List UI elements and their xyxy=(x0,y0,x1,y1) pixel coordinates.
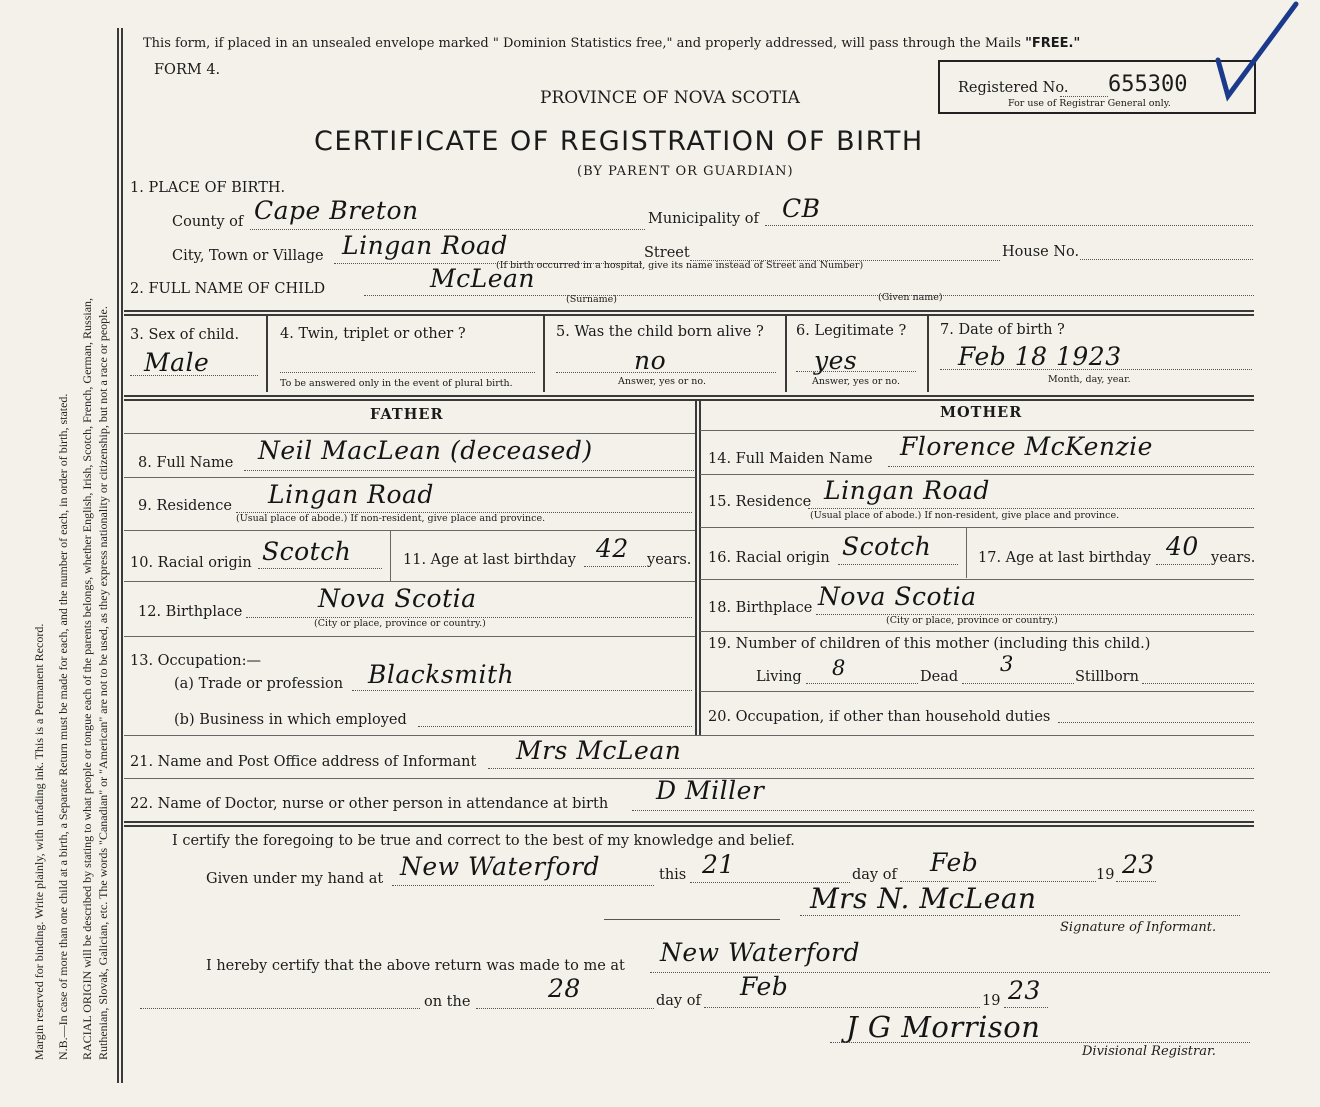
father-occupation-label: 13. Occupation:— xyxy=(130,653,261,669)
surname-note: (Surname) xyxy=(566,294,617,305)
doctor-value: D Miller xyxy=(656,776,765,805)
on-the-label: on the xyxy=(424,994,471,1010)
dob-label: 7. Date of birth ? xyxy=(940,322,1065,338)
given-place-value: New Waterford xyxy=(400,852,600,881)
certify-statement: I certify the foregoing to be true and correct to the best of my knowledge and belief. xyxy=(172,833,795,849)
father-race-label: 10. Racial origin xyxy=(130,555,252,571)
municipality-label: Municipality of xyxy=(648,211,759,227)
father-name-value: Neil MacLean (deceased) xyxy=(258,436,593,465)
dob-note: Month, day, year. xyxy=(1048,374,1131,385)
father-trade-label: (a) Trade or profession xyxy=(174,676,344,692)
father-race-value: Scotch xyxy=(262,537,352,566)
certificate-subtitle: (BY PARENT OR GUARDIAN) xyxy=(577,164,794,179)
father-birthplace-value: Nova Scotia xyxy=(318,584,477,613)
given-label: Given under my hand at xyxy=(206,871,384,887)
municipality-value: CB xyxy=(782,194,821,223)
father-name-label: 8. Full Name xyxy=(138,455,234,471)
registrar-note: For use of Registrar General only. xyxy=(1008,98,1171,109)
mother-age-label: 17. Age at last birthday xyxy=(978,550,1151,566)
city-value: Lingan Road xyxy=(342,231,508,260)
legit-label: 6. Legitimate ? xyxy=(796,323,907,339)
informant-label: 21. Name and Post Office address of Informant xyxy=(130,754,477,770)
mother-children-label: 19. Number of children of this mother (including this child.) xyxy=(708,636,1151,652)
mother-name-label: 14. Full Maiden Name xyxy=(708,451,873,467)
informant-signature: Mrs N. McLean xyxy=(810,882,1037,915)
mother-race-label: 16. Racial origin xyxy=(708,550,830,566)
alive-label: 5. Was the child born alive ? xyxy=(556,324,764,340)
father-birthplace-note: (City or place, province or country.) xyxy=(314,618,486,629)
registrar-year-value: 23 xyxy=(1008,976,1041,1005)
doctor-label: 22. Name of Doctor, nurse or other person in attendance at birth xyxy=(130,796,609,812)
sex-value: Male xyxy=(144,348,210,377)
registrar-day-of-label: day of xyxy=(656,993,701,1009)
dead-label: Dead xyxy=(920,669,959,685)
signature-informant-label: Signature of Informant. xyxy=(1060,920,1217,935)
mother-residence-note: (Usual place of abode.) If non-resident, give place and province. xyxy=(810,510,1120,521)
this-label: this xyxy=(659,867,687,883)
hospital-note: (If birth occurred in a hospital, give its name instead of Street and Number) xyxy=(496,260,864,271)
province-heading: PROVINCE OF NOVA SCOTIA xyxy=(540,88,800,108)
mother-birthplace-value: Nova Scotia xyxy=(818,582,977,611)
father-birthplace-label: 12. Birthplace xyxy=(138,604,243,620)
registrar-place-value: New Waterford xyxy=(660,938,860,967)
margin-note-nb: N.B.—In case of more than one child at a birth, a Separate Return must be made for each, and the number of each, in order of birth, stated. xyxy=(56,393,70,1060)
father-years-label: years. xyxy=(647,552,692,568)
form-number: FORM 4. xyxy=(154,62,221,78)
child-name-label: 2. FULL NAME OF CHILD xyxy=(130,281,326,297)
registrar-month-value: Feb xyxy=(740,972,789,1001)
father-business-label: (b) Business in which employed xyxy=(174,712,407,728)
father-age-value: 42 xyxy=(596,534,629,563)
dob-value: Feb 18 1923 xyxy=(958,342,1122,371)
day-of-label: day of xyxy=(852,867,897,883)
month-value: Feb xyxy=(930,848,979,877)
mother-heading: MOTHER xyxy=(940,404,1023,421)
year-prefix: 19 xyxy=(1096,867,1115,883)
alive-note: Answer, yes or no. xyxy=(618,376,707,387)
father-heading: FATHER xyxy=(370,406,444,423)
stillborn-label: Stillborn xyxy=(1075,669,1139,685)
registered-label: Registered No. xyxy=(958,80,1069,96)
divisional-registrar-label: Divisional Registrar. xyxy=(1082,1044,1216,1059)
margin-rule-1 xyxy=(117,28,119,1083)
dead-value: 3 xyxy=(1000,652,1014,676)
legit-note: Answer, yes or no. xyxy=(812,376,901,387)
registrar-statement: I hereby certify that the above return was made to me at xyxy=(206,958,625,974)
mother-name-value: Florence McKenzie xyxy=(900,432,1153,461)
legit-value: yes xyxy=(814,346,858,375)
registrar-year-prefix: 19 xyxy=(982,993,1001,1009)
county-value: Cape Breton xyxy=(254,196,419,225)
twin-label: 4. Twin, triplet or other ? xyxy=(280,326,466,342)
registered-box xyxy=(938,60,1256,114)
house-label: House No. xyxy=(1002,244,1080,260)
mother-birthplace-note: (City or place, province or country.) xyxy=(886,615,1058,626)
margin-rule-2 xyxy=(121,28,123,1083)
margin-note-binding: Margin reserved for binding. Write plainly, with unfading ink. This is a Permanent Record. xyxy=(32,623,46,1060)
certificate-title: CERTIFICATE OF REGISTRATION OF BIRTH xyxy=(314,126,924,157)
living-label: Living xyxy=(756,669,802,685)
year-value: 23 xyxy=(1122,850,1155,879)
mother-occupation-label: 20. Occupation, if other than household duties xyxy=(708,709,1051,725)
father-residence-label: 9. Residence xyxy=(138,498,232,514)
registered-number: 655300 xyxy=(1108,72,1188,97)
mother-residence-value: Lingan Road xyxy=(824,476,990,505)
father-age-label: 11. Age at last birthday xyxy=(403,552,576,568)
city-label: City, Town or Village xyxy=(172,248,324,264)
father-residence-note: (Usual place of abode.) If non-resident, give place and province. xyxy=(236,513,546,524)
this-value: 21 xyxy=(702,850,735,879)
registrar-day-value: 28 xyxy=(548,974,581,1003)
mother-residence-label: 15. Residence xyxy=(708,494,812,510)
father-residence-value: Lingan Road xyxy=(268,480,434,509)
twin-note: To be answered only in the event of plural birth. xyxy=(280,378,513,389)
mother-age-value: 40 xyxy=(1166,532,1199,561)
mother-race-value: Scotch xyxy=(842,532,932,561)
mother-birthplace-label: 18. Birthplace xyxy=(708,600,813,616)
place-heading: 1. PLACE OF BIRTH. xyxy=(130,180,286,196)
registrar-signature: J G Morrison xyxy=(846,1010,1041,1044)
county-label: County of xyxy=(172,214,244,230)
mail-note: This form, if placed in an unsealed envelope marked " Dominion Statistics free," and properly addressed, will pass through the Mails "FREE." xyxy=(143,36,1081,51)
margin-note-racial-2: Ruthenian, Slovak, Galician, etc. The words "Canadian" or "American" are not to be used, as they express nationality or citizenship, but not a race or people. xyxy=(96,306,110,1060)
given-note: (Given name) xyxy=(878,292,943,303)
margin-note-racial-1: RACIAL ORIGIN will be described by stating to what people or tongue each of the parents belongs, whether English, Irish, Scotch, French, German, Russian, xyxy=(80,297,94,1060)
informant-value: Mrs McLean xyxy=(516,736,682,765)
check-mark-icon xyxy=(1210,0,1310,110)
mother-years-label: years. xyxy=(1211,550,1256,566)
sex-label: 3. Sex of child. xyxy=(130,327,240,343)
father-trade-value: Blacksmith xyxy=(368,660,515,689)
street-label: Street xyxy=(644,245,690,261)
alive-value: no xyxy=(634,346,667,375)
living-value: 8 xyxy=(832,656,846,680)
child-name-value: McLean xyxy=(430,264,536,293)
